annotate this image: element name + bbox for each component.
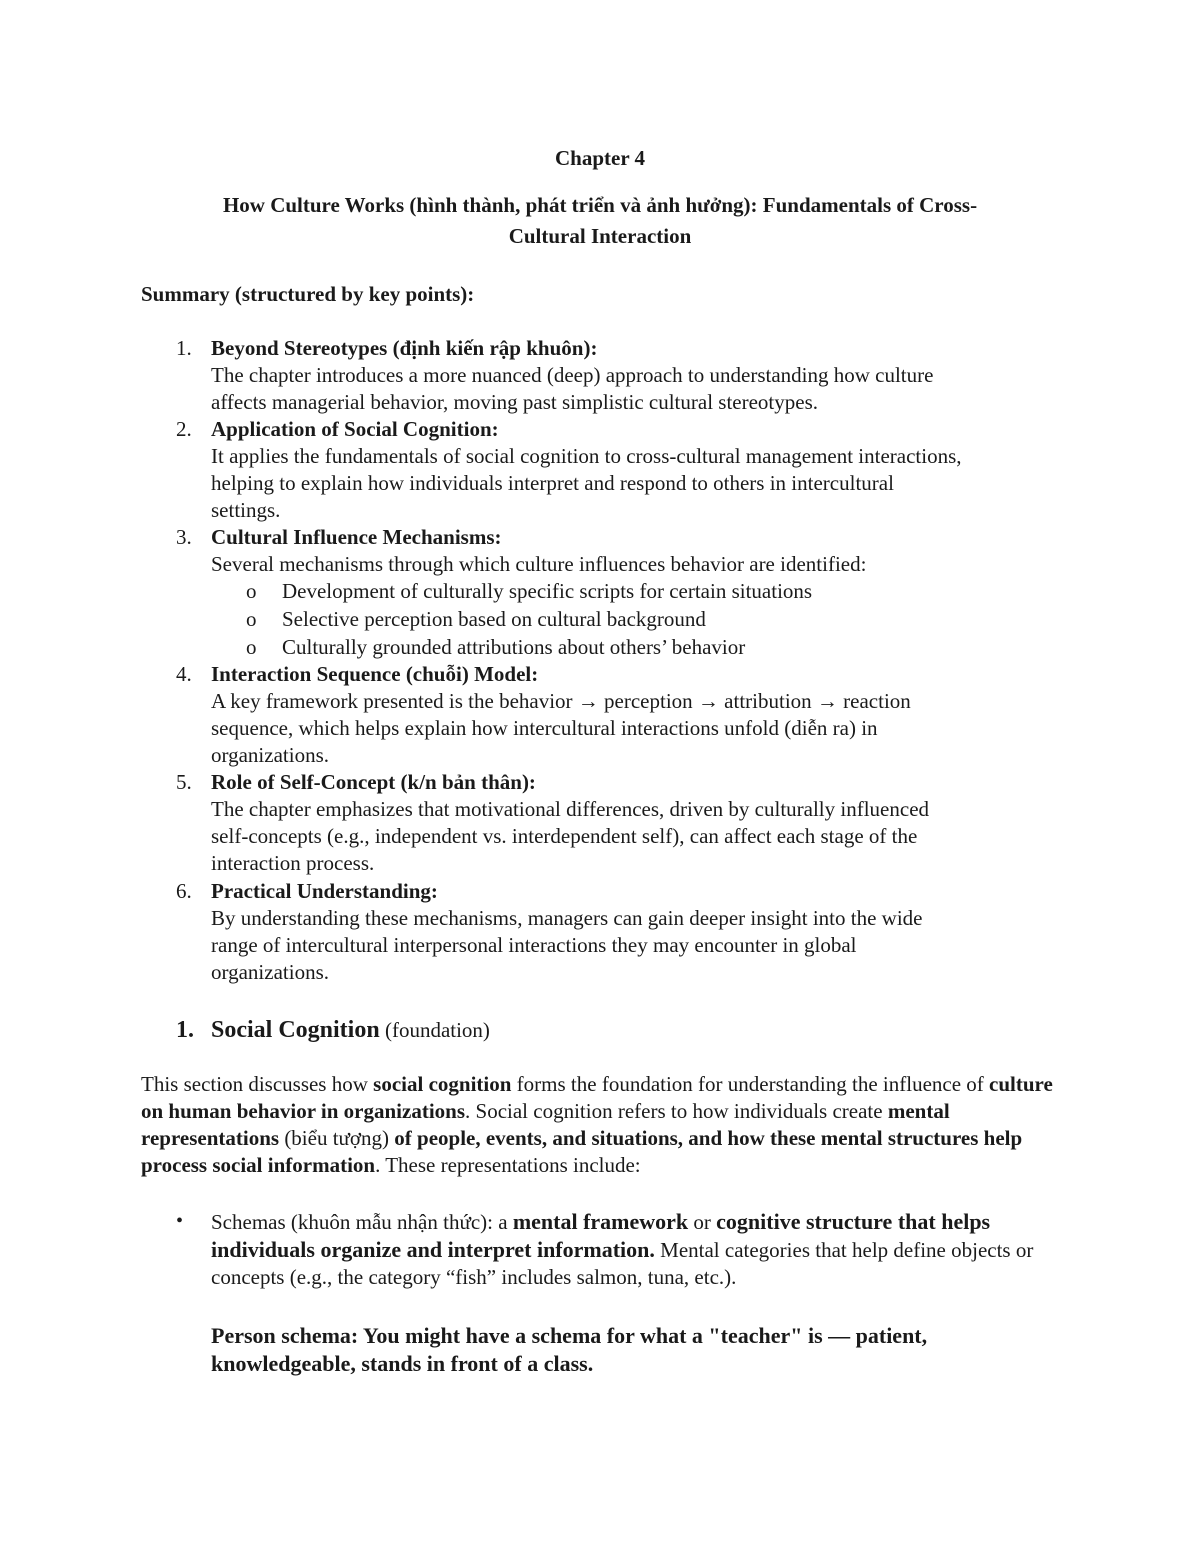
summary-heading: Summary (structured by key points): (141, 282, 475, 306)
para-text: . These representations include: (375, 1153, 641, 1177)
sub-bullet-marker: o (246, 579, 257, 603)
para-text: This section discusses how (141, 1072, 374, 1096)
para-text: forms the foundation for understanding the influence of (511, 1072, 990, 1096)
section-title-suffix: (foundation) (379, 1018, 490, 1042)
point-line: By understanding these mechanisms, managers can gain deeper insight into the wide (211, 906, 923, 930)
point-line: affects managerial behavior, moving past simplistic cultural stereotypes. (211, 390, 819, 414)
point-line: helping to explain how individuals interpret and respond to others in intercultural (211, 471, 894, 495)
para-bold: social cognition (373, 1072, 512, 1096)
point-number: 3. (176, 525, 192, 549)
point-item (211, 661, 1071, 769)
point-heading: Role of Self-Concept (k/n bản thân): (211, 770, 536, 794)
person-schema-text: : You might have a schema for what a "teacher" is — patient, knowledgeable, stands in front of a class. (211, 1323, 928, 1376)
schema-text: Schemas (khuôn mẫu nhận thức): a (211, 1210, 513, 1234)
point-number: 5. (176, 770, 192, 794)
sub-bullet-marker: o (246, 635, 257, 659)
chapter-title-line2: Cultural Interaction (508, 224, 692, 248)
para-bold: of people, events, and situations, and how these mental structures help process social information (141, 1126, 1023, 1177)
point-line: The chapter introduces a more nuanced (deep) approach to understanding how culture (211, 363, 934, 387)
chapter-label: Chapter 4 (554, 146, 646, 170)
para-text: (biểu tượng) (279, 1126, 395, 1150)
section-paragraph (141, 1071, 1071, 1179)
person-schema (211, 1322, 1071, 1378)
para-text: . Social cognition refers to how individuals create (465, 1099, 888, 1123)
point-heading: Practical Understanding: (211, 879, 438, 903)
point-line: organizations. (211, 960, 330, 984)
bullet-marker: • (176, 1210, 184, 1232)
section-title: Social Cognition (211, 1017, 380, 1043)
point-line: Several mechanisms through which culture influences behavior are identified: (211, 552, 867, 576)
schema-bold: cognitive structure that helps individuals organize and interpret information. (211, 1209, 991, 1262)
point-item (211, 878, 1071, 986)
point-item (211, 769, 1071, 877)
para-bold: mental representations (141, 1099, 950, 1150)
point-line: It applies the fundamentals of social cognition to cross-cultural management interactions, (211, 444, 962, 468)
point-line: sequence, which helps explain how intercultural interactions unfold (diễn ra) in (211, 716, 878, 740)
section-heading (211, 1015, 490, 1045)
schema-bold: mental framework (512, 1209, 689, 1234)
para-bold: culture on human behavior in organizations (141, 1072, 1053, 1123)
point-item (211, 335, 1071, 416)
schema-text: Mental categories that help define objects or concepts (e.g., the category “fish” includes salmon, tuna, etc.). (211, 1238, 1034, 1289)
point-item (211, 524, 1071, 578)
mechanism-item: Development of culturally specific scripts for certain situations (282, 579, 813, 603)
sub-bullet-marker: o (246, 607, 257, 631)
point-number: 6. (176, 879, 192, 903)
schema-item (211, 1208, 1071, 1291)
point-line: The chapter emphasizes that motivational differences, driven by culturally influenced (211, 797, 930, 821)
point-heading: Beyond Stereotypes (định kiến rập khuôn): (211, 336, 598, 360)
point-number: 2. (176, 417, 192, 441)
schema-text: or (688, 1210, 717, 1234)
point-line: organizations. (211, 743, 330, 767)
chapter-title-line1: How Culture Works (hình thành, phát triển và ảnh hưởng): Fundamentals of Cross- (222, 193, 978, 217)
point-number: 4. (176, 662, 192, 686)
point-line: A key framework presented is the behavior → perception → attribution → reaction (211, 689, 911, 713)
point-line: self-concepts (e.g., independent vs. interdependent self), can affect each stage of the (211, 824, 918, 848)
point-item (211, 416, 1071, 524)
point-heading: Application of Social Cognition: (211, 417, 499, 441)
point-line: interaction process. (211, 851, 375, 875)
point-line: range of intercultural interpersonal interactions they may encounter in global (211, 933, 857, 957)
mechanism-item: Selective perception based on cultural background (282, 607, 706, 631)
point-heading: Cultural Influence Mechanisms: (211, 525, 502, 549)
point-line: settings. (211, 498, 281, 522)
point-number: 1. (176, 336, 192, 360)
mechanism-item: Culturally grounded attributions about others’ behavior (282, 635, 746, 659)
person-schema-label: Person schema (211, 1323, 351, 1348)
point-heading: Interaction Sequence (chuỗi) Model: (211, 662, 539, 686)
section-number: 1. (176, 1017, 194, 1043)
